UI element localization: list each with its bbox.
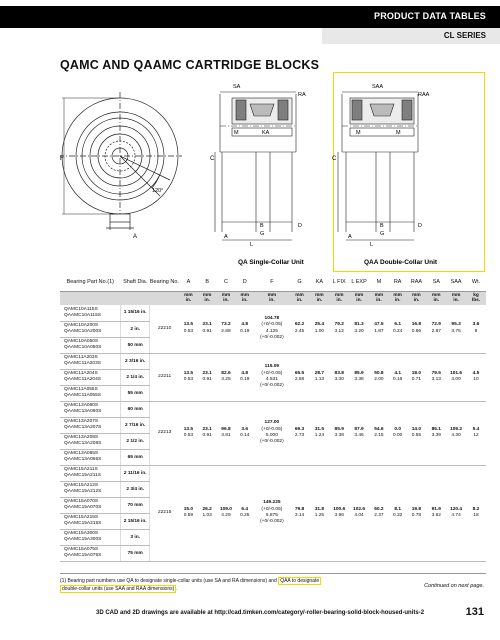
bearing-number: 22213 (150, 401, 179, 465)
bearing-part-number: QAMC13A208S QAAMC13A208S (60, 433, 121, 449)
label-G-double: G (380, 231, 385, 237)
label-G-single: G (260, 231, 265, 237)
dimension-value: 4.8 0.19 (235, 305, 254, 353)
label-F: F (60, 156, 64, 162)
dimension-value: 79.2 3.12 (329, 305, 349, 353)
label-D-single: D (298, 223, 302, 229)
dimension-value: 115.09 (+0/-0.05) 4.531 (+0/-0.002) (254, 353, 290, 401)
shaft-diameter: 3 in. (121, 529, 150, 545)
dimension-value: 23.1 0.91 (198, 353, 217, 401)
label-C-double: C (332, 156, 337, 162)
column-unit (150, 291, 179, 305)
cad-link-text[interactable]: 3D CAD and 2D drawings are available at http://cad.timken.com/category/-roller-bearing-solid-block-housed-units-2 (96, 610, 425, 616)
shaft-diameter: 2 1/4 in. (121, 369, 150, 385)
column-header: SA (426, 274, 446, 291)
dimension-value: 120.4 4.74 (446, 465, 466, 561)
bearing-part-number: QAMC11A055S QAAMC11A055S (60, 385, 121, 401)
dimension-value: 82.6 3.25 (217, 353, 236, 401)
bearing-part-number: QAMC15A212S QAAMC15A212S (60, 481, 121, 497)
label-B-single: B (260, 223, 264, 229)
column-unit: mm in. (389, 291, 407, 305)
column-header: G (290, 274, 310, 291)
table-row (60, 353, 486, 369)
column-header: RAA (407, 274, 427, 291)
dimension-value: 31.8 1.25 (309, 465, 329, 561)
label-A-single: A (224, 234, 228, 240)
dimension-value: 83.8 3.30 (329, 353, 349, 401)
bearing-part-number: QAMC10A200S QAAMC10A200S (60, 321, 121, 337)
shaft-diameter: 2 3/4 in. (121, 481, 150, 497)
dimension-value: 13.5 0.53 (179, 353, 198, 401)
bearing-number: 22210 (150, 305, 179, 353)
dimension-value: 86.1 3.39 (426, 401, 446, 465)
column-header: SAA (446, 274, 466, 291)
label-B-double: B (380, 223, 384, 229)
column-unit: mm in. (179, 291, 198, 305)
dimension-value: 8.2 18 (466, 465, 486, 561)
dimension-value: 85.9 3.38 (329, 401, 349, 465)
dimension-value: 102.6 4.04 (349, 465, 369, 561)
label-A-front: A (133, 234, 138, 240)
label-L-single: L (250, 242, 254, 248)
column-unit: mm in. (349, 291, 369, 305)
label-SA: SA (233, 84, 241, 90)
shaft-diameter: 2 1/2 in. (121, 433, 150, 449)
bearing-part-number: QAMC15A075S QAAMC15A075S (60, 545, 121, 561)
shaft-diameter: 2 11/16 in. (121, 465, 150, 481)
shaft-diameter: 1 15/16 in. (121, 305, 150, 321)
footnote-text-after: . (176, 585, 178, 592)
label-KA: KA (262, 130, 270, 136)
dimension-value: 104.78 (+0/-0.05) 4.125 (+0/-0.002) (254, 305, 290, 353)
column-unit: mm in. (290, 291, 310, 305)
bearing-number: 22211 (150, 353, 179, 401)
column-unit: mm in. (369, 291, 389, 305)
dimension-value: 19.8 0.78 (407, 465, 427, 561)
column-unit: mm in. (329, 291, 349, 305)
shaft-diameter: 55 mm (121, 385, 150, 401)
column-unit: mm in. (235, 291, 254, 305)
dimension-value: 15.0 0.59 (179, 465, 198, 561)
dimension-value: 91.9 3.62 (426, 465, 446, 561)
column-unit: mm in. (407, 291, 427, 305)
column-unit (60, 291, 121, 305)
column-header: Shaft Dia. (121, 274, 150, 291)
dimension-value: 23.1 0.91 (198, 305, 217, 353)
table-row (60, 465, 486, 481)
dimension-value: 127.00 (+0/-0.05) 5.000 (+0/-0.002) (254, 401, 290, 465)
column-header: KA (309, 274, 329, 291)
column-unit: kg lbs. (466, 291, 486, 305)
column-header: RA (389, 274, 407, 291)
series-label: CL SERIES (443, 31, 486, 40)
dimension-value: 13.5 0.53 (179, 401, 198, 465)
dimension-value: 50.8 2.00 (369, 353, 389, 401)
dimension-value: 3.6 8 (466, 305, 486, 353)
dimension-value: 72.9 2.87 (426, 305, 446, 353)
double-collar-side-view (338, 92, 418, 240)
dimension-value: 5.4 12 (466, 401, 486, 465)
dimension-value: 6.1 0.24 (389, 305, 407, 353)
dimension-value: 14.0 0.55 (407, 401, 427, 465)
dimension-value: 100.6 3.96 (329, 465, 349, 561)
dimension-value: 4.8 0.19 (235, 353, 254, 401)
footnote-highlight-1: QAA to designate (280, 578, 320, 584)
shaft-diameter: 70 mm (121, 497, 150, 513)
dimension-value: 47.5 1.87 (369, 305, 389, 353)
series-bar (322, 28, 500, 44)
dimension-value: 3.6 0.14 (235, 401, 254, 465)
label-M-double-right: M (396, 130, 401, 136)
column-unit: mm in. (426, 291, 446, 305)
product-data-tables-label: PRODUCT DATA TABLES (374, 11, 486, 21)
dimension-value: 95.3 3.75 (446, 305, 466, 353)
double-collar-caption: QAA Double-Collar Unit (364, 259, 438, 266)
dimension-value: 109.0 4.29 (217, 465, 236, 561)
label-M-single: M (234, 130, 239, 136)
column-header: Bearing Part No.(1) (60, 274, 121, 291)
label-L-double: L (370, 242, 374, 248)
table-row (60, 401, 486, 417)
page-number: 131 (465, 606, 484, 618)
footnote-text-before: (1) Bearing part numbers use QA to designate single-collar units (use SA and RA dimensions) and (60, 578, 279, 584)
column-unit: mm in. (254, 291, 290, 305)
dimension-value: 28.7 1.13 (309, 353, 329, 401)
dimension-value: 149.225 (+0/-0.05) 5.875 (+0/-0.002) (254, 465, 290, 561)
dimension-value: 81.3 3.20 (349, 305, 369, 353)
single-collar-side-view (215, 92, 296, 240)
shaft-diameter: 65 mm (121, 449, 150, 465)
column-header: Wt. (466, 274, 486, 291)
column-header: L FIX (329, 274, 349, 291)
dimension-value: 73.2 2.88 (217, 305, 236, 353)
footnote-highlight-2: double-collar units (use SAA and RAA dimensions) (62, 585, 175, 592)
dimension-value: 60.2 2.37 (369, 465, 389, 561)
table-header-row (60, 274, 486, 291)
dimension-value: 16.8 0.66 (407, 305, 427, 353)
dimension-value: 13.5 0.53 (179, 305, 198, 353)
dimension-value: 18.0 0.71 (407, 353, 427, 401)
technical-drawing (60, 72, 484, 272)
dimension-value: 85.9 3.38 (349, 353, 369, 401)
column-unit (121, 291, 150, 305)
bearing-part-number: QAMC15A215S QAAMC15A215S (60, 513, 121, 529)
dimension-value: 26.2 1.03 (198, 465, 217, 561)
dimension-value: 0.0 0.00 (389, 401, 407, 465)
dimension-value: 4.5 10 (466, 353, 486, 401)
front-view-drawing (60, 92, 182, 230)
dimension-value: 25.4 1.00 (309, 305, 329, 353)
column-header: Bearing No. (150, 274, 179, 291)
header-bar (0, 6, 500, 28)
bearing-part-number: QAMC13A065S QAAMC13A065S (60, 449, 121, 465)
dimension-value: 87.9 3.46 (349, 401, 369, 465)
label-angle: 120° (152, 188, 164, 194)
column-unit: mm in. (217, 291, 236, 305)
label-RAA: RAA (418, 92, 430, 98)
column-unit: mm in. (198, 291, 217, 305)
dimension-value: 65.5 2.58 (290, 353, 310, 401)
label-C-single: C (210, 156, 215, 162)
dimension-value: 6.4 0.25 (235, 465, 254, 561)
dimension-value: 31.5 1.24 (309, 401, 329, 465)
dimension-value: 79.8 3.14 (290, 465, 310, 561)
column-header: D (235, 274, 254, 291)
shaft-diameter: 2 in. (121, 321, 150, 337)
column-header: B (198, 274, 217, 291)
dimension-value: 79.5 3.13 (426, 353, 446, 401)
dimension-value: 54.6 2.15 (369, 401, 389, 465)
shaft-diameter: 50 mm (121, 337, 150, 353)
footnote-rule (60, 573, 486, 574)
shaft-diameter: 2 7/16 in. (121, 417, 150, 433)
column-header: A (179, 274, 198, 291)
dimension-value: 96.8 3.81 (217, 401, 236, 465)
dimension-value: 109.2 4.30 (446, 401, 466, 465)
bearing-part-number: QAMC11A203S QAAMC11A203S (60, 353, 121, 369)
label-M-double-left: M (356, 130, 361, 136)
label-D-double: D (418, 223, 422, 229)
page-title: QAMC AND QAAMC CARTRIDGE BLOCKS (60, 58, 320, 72)
column-header: F (254, 274, 290, 291)
bearing-number: 22215 (150, 465, 179, 561)
shaft-diameter: 75 mm (121, 545, 150, 561)
shaft-diameter: 60 mm (121, 401, 150, 417)
column-unit: mm in. (309, 291, 329, 305)
shaft-diameter: 2 3/16 in. (121, 353, 150, 369)
column-header: C (217, 274, 236, 291)
dimension-value: 4.1 0.16 (389, 353, 407, 401)
bearing-part-number: QAMC15A300S QAAMC15A300S (60, 529, 121, 545)
bearing-part-number: QAMC11A204S QAAMC11A204S (60, 369, 121, 385)
dimension-value: 8.1 0.32 (389, 465, 407, 561)
table-row (60, 305, 486, 321)
dimension-value: 23.1 0.91 (198, 401, 217, 465)
label-SAA: SAA (372, 84, 384, 90)
bearing-part-number: QAMC15A211S QAAMC15A211S (60, 465, 121, 481)
dimension-value: 69.3 2.73 (290, 401, 310, 465)
shaft-diameter: 2 15/16 in. (121, 513, 150, 529)
bearing-part-number: QAMC15A070S QAAMC15A070S (60, 497, 121, 513)
bearing-part-number: QAMC13A060S QAAMC13A060S (60, 401, 121, 417)
dimension-value: 101.6 4.00 (446, 353, 466, 401)
bearing-part-number: QAMC10A050S QAAMC10A050S (60, 337, 121, 353)
dimension-value: 62.2 2.45 (290, 305, 310, 353)
dimension-table (60, 274, 486, 562)
column-header: L EXP (349, 274, 369, 291)
single-collar-caption: QA Single-Collar Unit (238, 259, 304, 266)
column-unit: mm in. (446, 291, 466, 305)
bearing-part-number: QAMC13A207S QAAMC13A207S (60, 417, 121, 433)
label-A-double: A (348, 234, 352, 240)
continued-note: Continued on next page. (424, 583, 484, 589)
column-header: M (369, 274, 389, 291)
bearing-part-number: QAMC10A115S QAAMC10A115S (60, 305, 121, 321)
label-RA: RA (298, 92, 306, 98)
table-unit-row (60, 291, 486, 305)
footnote (60, 578, 360, 593)
